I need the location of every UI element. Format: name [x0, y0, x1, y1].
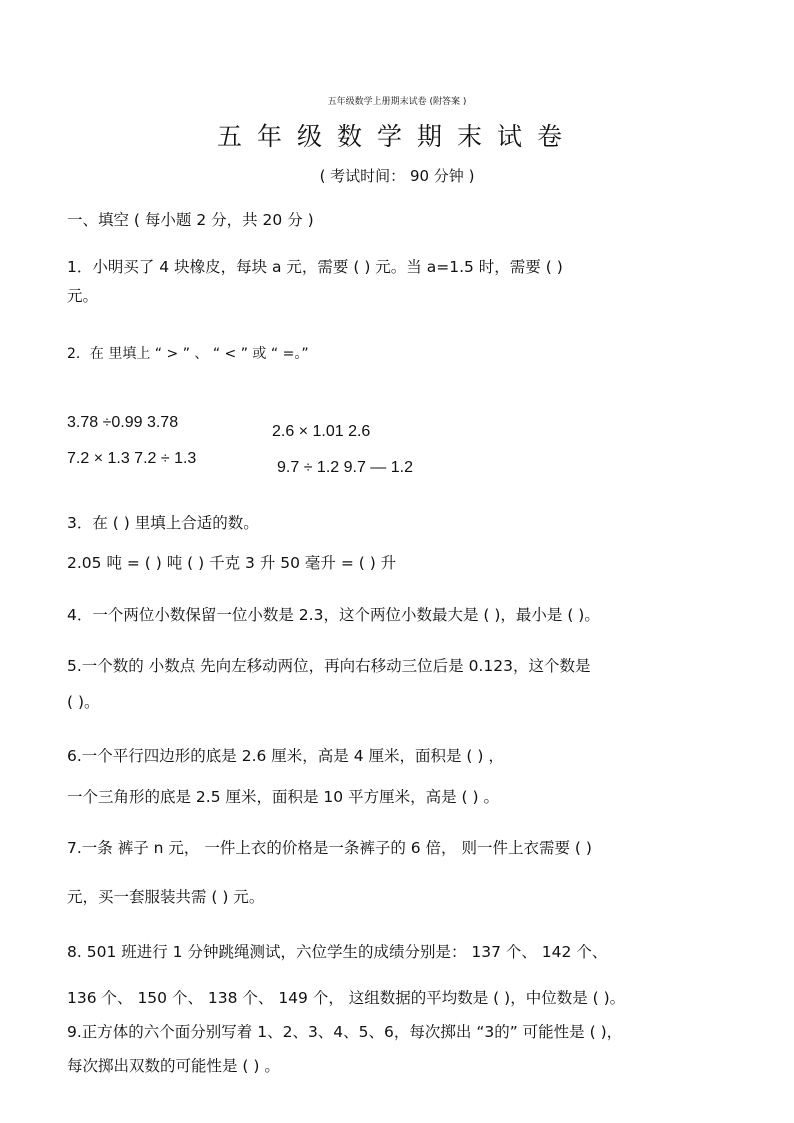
- question-6-line-2: 一个三角形的底是 2.5 厘米，面积是 10 平方厘米，高是 ( ) 。: [67, 788, 499, 806]
- question-2-item-c: 7.2 × 1.3 7.2 ÷ 1.3: [67, 450, 197, 467]
- question-7-line-1: 7.一条 裤子 n 元， 一件上衣的价格是一条裤子的 6 倍， 则一件上衣需要 ( ): [67, 839, 592, 857]
- question-2-prompt: 2．在 里填上 “ > ” 、 “ < ” 或 “ =。”: [67, 346, 309, 362]
- question-2-item-d: 9.7 ÷ 1.2 9.7 — 1.2: [277, 459, 413, 476]
- question-8-line-2: 136 个、 150 个、 138 个、 149 个， 这组数据的平均数是 ( )，中位数是 ( )。: [67, 989, 626, 1007]
- question-9-line-1: 9.正方体的六个面分别写着 1、2、3、4、5、6，每次掷出 “3的” 可能性是 ( )，: [67, 1023, 623, 1041]
- question-4: 4．一个两位小数保留一位小数是 2.3，这个两位小数最大是 ( )，最小是 ( )。: [67, 606, 600, 624]
- question-6-line-1: 6.一个平行四边形的底是 2.6 厘米，高是 4 厘米，面积是 ( ) ，: [67, 747, 504, 765]
- document-header: 五年级数学上册期末试卷 (附答案 ): [327, 97, 467, 107]
- question-1-line-2: 元。: [67, 287, 99, 305]
- question-5-line-2: ( )。: [67, 693, 100, 711]
- exam-duration: ( 考试时间： 90 分钟 ): [319, 167, 475, 185]
- question-3-line: 2.05 吨 = ( ) 吨 ( ) 千克 3 升 50 毫升 = ( ) 升: [67, 554, 397, 572]
- question-2-item-a: 3.78 ÷0.99 3.78: [67, 414, 179, 431]
- section-heading: 一、填空 ( 每小题 2 分，共 20 分 ): [67, 211, 314, 229]
- exam-title: 五年级数学期末试卷: [216, 122, 577, 151]
- question-1-line-1: 1．小明买了 4 块橡皮，每块 a 元，需要 ( ) 元。当 a=1.5 时，需要 ( ): [67, 258, 563, 276]
- question-9-line-2: 每次掷出双数的可能性是 ( ) 。: [67, 1057, 280, 1075]
- question-3-prompt: 3．在 ( ) 里填上合适的数。: [67, 514, 259, 532]
- question-7-line-2: 元，买一套服装共需 ( ) 元。: [67, 888, 265, 906]
- question-5-line-1: 5.一个数的 小数点 先向左移动两位，再向右移动三位后是 0.123，这个数是: [67, 657, 591, 675]
- question-8-line-1: 8. 501 班进行 1 分钟跳绳测试，六位学生的成绩分别是： 137 个、 142 个、: [67, 943, 608, 961]
- question-2-item-b: 2.6 × 1.01 2.6: [272, 423, 371, 440]
